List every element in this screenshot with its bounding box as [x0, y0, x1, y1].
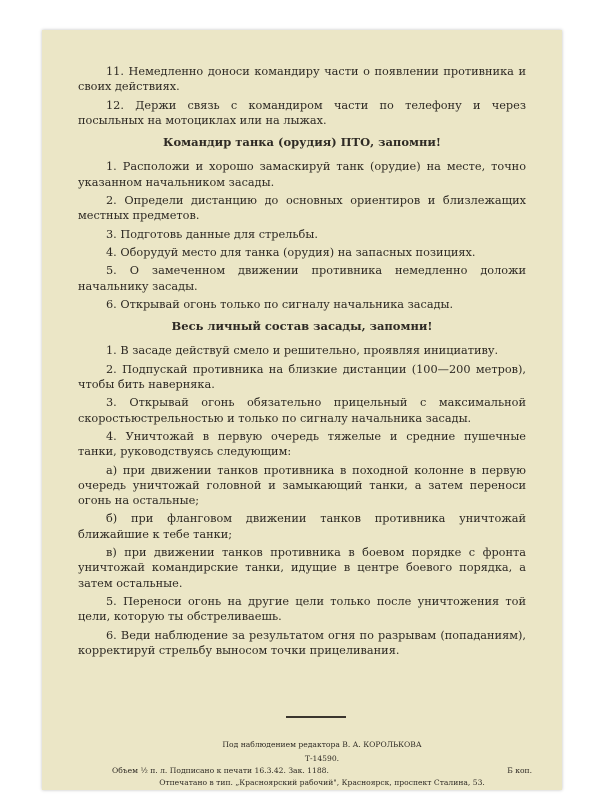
crew-item-3: 3. Открывай огонь обязательно прицельный с максимальной скоростьюстрельностью и только по сигналу начальника засады.	[78, 396, 526, 425]
editor-line: Под наблюдением редактора В. А. КОРОЛЬКОВА	[222, 740, 422, 749]
crew-item-1: 1. В засаде действуй смело и решительно, проявляя инициативу.	[106, 344, 499, 358]
crew-item-4: 4. Уничтожай в первую очередь тяжелые и средние пушечные танки, руководствуясь следующим:	[78, 429, 526, 459]
tank-item-3: 3. Подготовь данные для стрельбы.	[106, 227, 318, 241]
crew-item-4c: в) при движении танков противника в боевом порядке с фронта уничтожай командирские танки, идущие в центре боевого порядка, а затем остальные.	[78, 546, 526, 590]
heading-all-personnel: Весь личный состав засады, запомни!	[171, 319, 433, 334]
tank-item-2: 2. Определи дистанцию до основных ориентиров и близлежащих местных предметов.	[78, 194, 526, 223]
crew-item-6: 6. Веди наблюдение за результатом огня по разрывам (попаданиям), корректируй стрельбу выносом точки прицеливания.	[78, 628, 526, 657]
print-volume-line	[112, 766, 532, 776]
tank-item-1: 1. Расположи и хорошо замаскируй танк (орудие) на месте, точно указанном начальником засады.	[78, 160, 526, 189]
item-11: 11. Немедленно доноси командиру части о появлении противника и своих действиях.	[78, 65, 526, 94]
heading-tank-commander: Командир танка (орудия) ПТО, запомни!	[163, 135, 441, 150]
tank-item-6: 6. Открывай огонь только по сигналу начальника засады.	[106, 297, 454, 311]
print-code: Т-14590.	[304, 754, 340, 763]
separator-rule	[286, 716, 346, 718]
print-price: Б коп.	[507, 766, 532, 775]
printer-line: Отпечатано в тип. „Красноярский рабочий", Красноярск, проспект Сталина, 53.	[159, 778, 485, 787]
crew-item-4b: б) при фланговом движении танков противника уничтожай ближайшие к тебе танки;	[78, 512, 526, 541]
crew-item-5: 5. Переноси огонь на другие цели только после уничтожения той цели, которую ты обстреливаешь.	[78, 594, 526, 624]
item-12: 12. Держи связь с командиром части по телефону и через посыльных на мотоциклах или на лыжах.	[78, 98, 526, 127]
tank-item-5: 5. О замеченном движении противника немедленно доложи начальнику засады.	[78, 264, 526, 293]
print-volume: Объем ½ п. л. Подписано к печати 16.3.42. Зак. 1188.	[112, 766, 329, 775]
document-body	[78, 64, 526, 661]
crew-item-4a: а) при движении танков противника в походной колонне в первую очередь уничтожай головной и замыкающий танки, а затем переноси огонь на остальные;	[78, 463, 526, 508]
tank-item-4: 4. Оборудуй место для танка (орудия) на запасных позициях.	[106, 245, 476, 259]
crew-item-2: 2. Подпускай противника на близкие дистанции (100—200 метров), чтобы бить наверняка.	[78, 362, 526, 392]
